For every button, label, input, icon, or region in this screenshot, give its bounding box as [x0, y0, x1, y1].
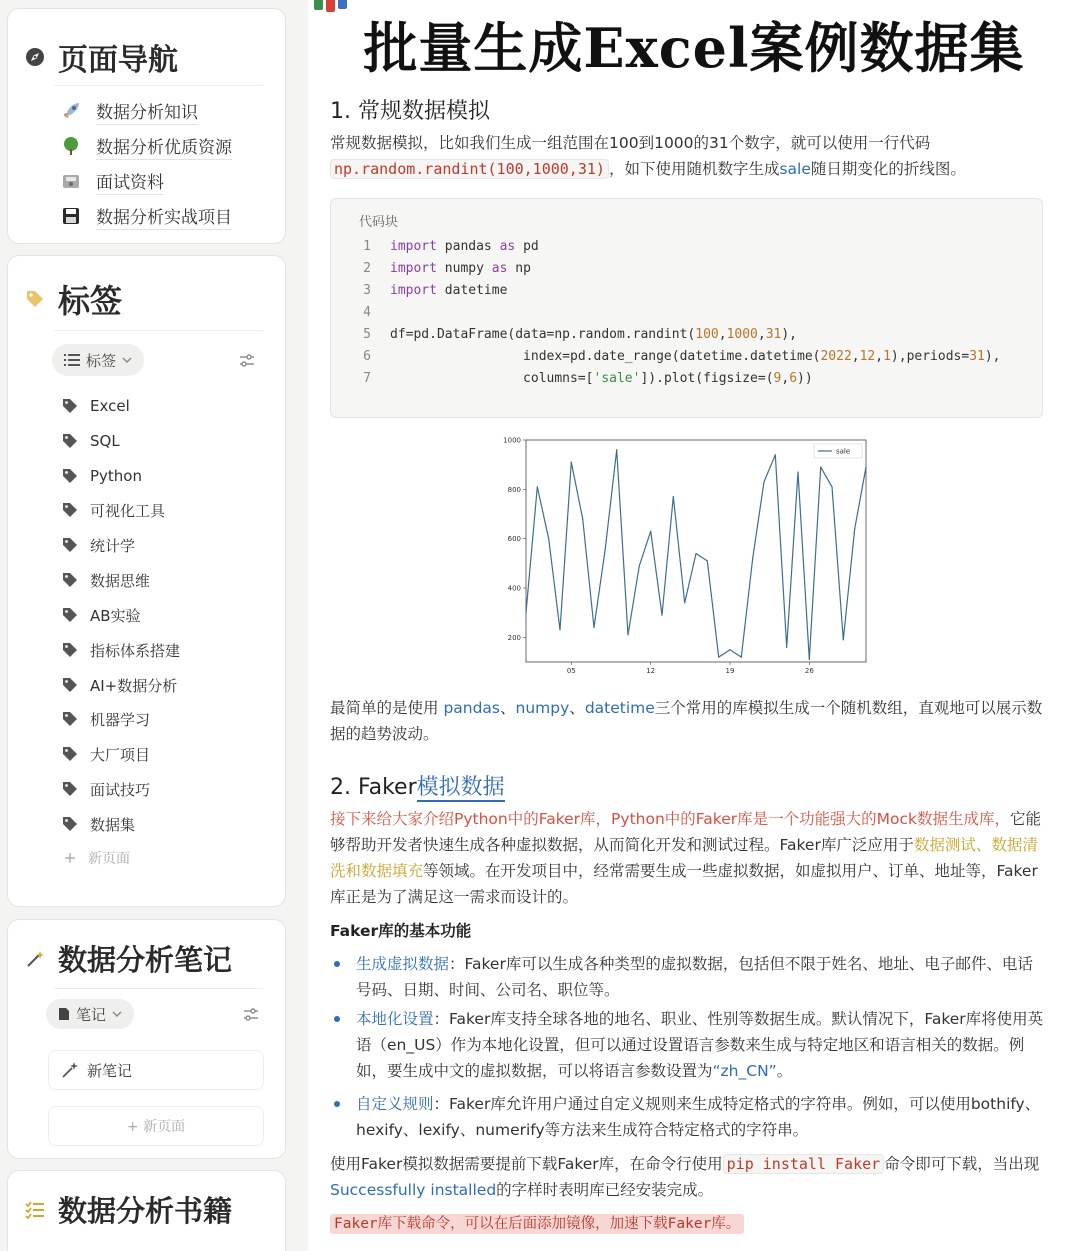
checklist-icon: [22, 1197, 48, 1223]
inline-code: pip install Faker: [723, 1154, 885, 1174]
line-number: 3: [363, 283, 371, 298]
tag-item[interactable]: [60, 394, 130, 418]
line-number: 7: [363, 371, 371, 386]
nav-item-label: 数据分析优质资源: [96, 133, 232, 160]
code-line: [331, 239, 539, 261]
data-point: [854, 528, 855, 529]
notes-new-page-button[interactable]: [48, 1106, 264, 1146]
tag-label: 数据集: [90, 815, 136, 834]
nav-item-analysis-knowledge[interactable]: [60, 98, 198, 124]
data-point: [605, 548, 606, 549]
zh-cn-link[interactable]: “zh_CN”: [712, 1062, 777, 1080]
data-point: [650, 531, 651, 532]
tag-label: Excel: [90, 397, 130, 415]
text-span: 命令即可下载，当出现: [884, 1155, 1040, 1173]
sale-link[interactable]: sale: [779, 160, 811, 178]
new-page-label: + 新页面: [126, 1119, 186, 1135]
data-point: [673, 496, 674, 497]
magic-wand-icon: [22, 946, 48, 972]
data-point: [775, 454, 776, 455]
data-point: [797, 471, 798, 472]
features-heading: Faker库的基本功能: [330, 922, 472, 940]
bullet-dot: [334, 1016, 340, 1022]
y-tick-label: 1000: [503, 436, 521, 445]
tags-filter-label: 标签: [86, 351, 117, 370]
data-point: [695, 553, 696, 554]
data-point: [627, 634, 628, 635]
data-point: [831, 486, 832, 487]
code-text: df=pd.DataFrame(data=np.random.randint(100,1000,31),: [390, 327, 798, 342]
line-number: 1: [363, 239, 371, 254]
code-text: import pandas as pd: [390, 239, 539, 254]
code-line: [331, 305, 390, 327]
tag-label: AI+数据分析: [90, 676, 178, 695]
section1-summary: [330, 695, 1045, 747]
code-text: import datetime: [390, 283, 508, 298]
new-page-label: 新页面: [88, 851, 130, 867]
x-tick-label: 26: [804, 667, 814, 675]
successfully-installed-link[interactable]: Successfully installed: [330, 1181, 497, 1199]
data-point: [571, 462, 572, 463]
data-point: [752, 558, 753, 559]
text-span: ：Faker库支持全球各地的地名、职业、性别等数据生成。默认情况下，Faker库将使用英语（en_US）作为本地化设置，但可以通过设置语言参数来生成与特定地区和语言相关的数据。例如，要生成中文的虚拟数据，可以将语言参数设置为: [356, 1010, 1044, 1080]
sliders-icon[interactable]: [242, 1006, 260, 1024]
page-title: 批量生成Excel案例数据集: [363, 16, 1025, 80]
books-title: 数据分析书籍: [58, 1194, 233, 1228]
tag-item[interactable]: [60, 777, 150, 801]
tag-label: 大厂项目: [90, 745, 151, 764]
tags-title: 标签: [58, 282, 123, 320]
nav-item-label: 数据分析知识: [96, 98, 198, 125]
tag-item[interactable]: [60, 533, 135, 557]
section2-intro: [330, 806, 1045, 910]
y-tick-label: 600: [507, 535, 521, 544]
text-span: 数据测试、数据清洗和数据填充: [330, 836, 1038, 880]
y-tick-label: 800: [507, 485, 521, 494]
data-point: [865, 467, 866, 468]
legend-label: sale: [836, 447, 851, 456]
main-content: [308, 0, 1080, 1251]
tag-icon: [60, 605, 80, 625]
page-nav-header: [22, 35, 178, 79]
text-span: 它能够帮助开发者快速生成各种虚拟数据，从而简化开发和测试过程。Faker库广泛应用于: [330, 810, 1041, 854]
numpy-link[interactable]: numpy: [515, 699, 570, 717]
nav-item-label: 数据分析实战项目: [96, 203, 232, 230]
feature-link[interactable]: 生成虚拟数据: [356, 955, 450, 973]
tag-item[interactable]: [60, 638, 180, 662]
data-point: [786, 647, 787, 648]
nav-item-practice-projects[interactable]: [60, 203, 232, 229]
text-span: 2. Faker: [330, 775, 417, 800]
text-span: 、: [500, 699, 516, 717]
tag-label: 机器学习: [90, 710, 151, 729]
inline-code: np.random.randint(100,1000,31): [330, 159, 609, 179]
text-span: ，如下使用随机数字生成: [608, 160, 780, 178]
code-line: [331, 349, 1001, 371]
data-point: [661, 615, 662, 616]
notes-card: [7, 919, 286, 1159]
data-point: [639, 565, 640, 566]
tag-icon: [60, 431, 80, 451]
code-line: [331, 371, 813, 393]
text-span: ：Faker库允许用户通过自定义规则来生成特定格式的字符串。例如，可以使用bothify、hexify、lexify、numerify等方法来生成符合特定格式的字符串。: [356, 1095, 1041, 1139]
tags-filter-dropdown[interactable]: [52, 344, 144, 376]
y-tick-label: 200: [507, 633, 521, 642]
line-number: 4: [363, 305, 371, 320]
section1-paragraph: [330, 130, 1045, 182]
pandas-link[interactable]: pandas: [443, 699, 501, 717]
new-note-button[interactable]: [48, 1050, 264, 1090]
tags-new-page[interactable]: [62, 845, 130, 871]
text-span: ：Faker库可以生成各种类型的虚拟数据，包括但不限于姓名、地址、电子邮件、电话号码、日期、时间、公司名、职位等。: [356, 955, 1033, 999]
install-paragraph: [330, 1151, 1045, 1203]
data-point: [559, 629, 560, 630]
line-number: 2: [363, 261, 371, 276]
plus-icon: [62, 847, 78, 869]
tag-icon: [60, 709, 80, 729]
text-span: 最简单的是使用: [330, 699, 444, 717]
text-span: 三个常用的库模拟生成一个随机数组，直观地可以展示数据的趋势波动。: [330, 699, 1043, 743]
tag-icon: [60, 466, 80, 486]
feature-item: [330, 1006, 1045, 1084]
tag-icon: [60, 535, 80, 555]
x-tick-label: 12: [646, 667, 656, 675]
nav-item-quality-resources[interactable]: [60, 133, 232, 159]
text-span: 常规数据模拟，比如我们生成一组范围在100到1000的31个数字，就可以使用一行代码: [330, 134, 931, 152]
notes-title: 数据分析笔记: [58, 943, 233, 977]
tag-label: Python: [90, 467, 142, 485]
tag-item[interactable]: [60, 603, 141, 627]
data-point: [741, 656, 742, 657]
sparkle-wand-icon: [61, 1061, 79, 1079]
line-number: 5: [363, 327, 371, 342]
tag-icon: [60, 779, 80, 799]
tag-item[interactable]: [60, 498, 165, 522]
tag-item[interactable]: [60, 742, 150, 766]
notes-filter-label: 笔记: [76, 1005, 107, 1024]
notes-header: [22, 938, 232, 979]
chevron-down-icon: [122, 357, 132, 363]
section2-heading: [330, 770, 505, 801]
data-point: [820, 467, 821, 468]
page-nav-title: 页面导航: [58, 43, 178, 78]
data-point: [537, 486, 538, 487]
divider: [54, 988, 263, 989]
data-point: [616, 449, 617, 450]
tag-label: AB实验: [90, 606, 141, 625]
tag-icon: [60, 814, 80, 834]
tag-label: 数据思维: [90, 571, 151, 590]
sliders-icon[interactable]: [238, 352, 256, 370]
x-tick-label: 05: [566, 667, 576, 675]
text-span: 使用Faker模拟数据需要提前下载Faker库，在命令行使用: [330, 1155, 723, 1173]
text-span: 。: [776, 1062, 793, 1080]
code-line: [331, 283, 507, 305]
code-block-label: 代码块: [359, 215, 399, 230]
nav-item-label: 面试资料: [96, 168, 164, 195]
tag-emoji-icon: [22, 286, 48, 312]
rocket-icon: [60, 100, 82, 122]
new-note-label: 新笔记: [87, 1061, 133, 1080]
tag-item[interactable]: [60, 568, 150, 592]
list-icon: [64, 353, 80, 367]
divider: [54, 330, 263, 331]
tag-item[interactable]: [60, 812, 135, 836]
tag-icon: [60, 570, 80, 590]
tag-label: SQL: [90, 432, 120, 450]
sale-line-chart: [488, 428, 888, 678]
mock-data-link[interactable]: 模拟数据: [416, 775, 505, 800]
tag-icon: [60, 640, 80, 660]
tag-item[interactable]: [60, 429, 120, 453]
tag-label: 指标体系搭建: [90, 641, 181, 660]
data-point: [593, 627, 594, 628]
bullet-dot: [334, 1101, 340, 1107]
tag-icon: [60, 396, 80, 416]
x-tick-label: 19: [725, 667, 735, 675]
text-span: 随日期变化的折线图。: [810, 160, 966, 178]
data-point: [582, 518, 583, 519]
tag-icon: [60, 500, 80, 520]
tree-icon: [60, 135, 82, 157]
tags-header: [22, 276, 122, 322]
bullet-dot: [334, 961, 340, 967]
data-point: [729, 649, 730, 650]
highlight-note: [330, 1210, 1045, 1237]
compass-icon: [22, 44, 48, 70]
data-point: [843, 639, 844, 640]
document-icon: [58, 1007, 70, 1021]
text-span: 接下来给大家介绍Python中的Faker库，Python中的Faker库是一个功能强大的Mock数据生成库，: [330, 810, 1010, 828]
tag-item[interactable]: [60, 707, 150, 731]
feature-item: [330, 951, 1045, 1003]
notes-filter-dropdown[interactable]: [46, 999, 134, 1029]
line-number: 6: [363, 349, 371, 364]
data-point: [525, 612, 526, 613]
data-point: [707, 560, 708, 561]
y-tick-label: 400: [507, 584, 521, 593]
series-line-sale: [526, 447, 866, 660]
text-span: 的字样时表明库已经安装完成。: [496, 1181, 714, 1199]
tag-label: 统计学: [90, 536, 136, 555]
floppy-icon: [60, 205, 82, 227]
text-span: 等领域。在开发项目中，经常需要生成一些虚拟数据，如虚拟用户、订单、地址等，Faker库正是为了满足这一需求而设计的。: [330, 862, 1038, 906]
tag-label: 面试技巧: [90, 780, 151, 799]
text-span: 、: [569, 699, 585, 717]
chart-svg: [488, 428, 888, 678]
code-line: [331, 327, 797, 349]
datetime-link[interactable]: datetime: [584, 699, 655, 717]
feature-link[interactable]: 自定义规则: [356, 1095, 434, 1113]
data-point: [684, 602, 685, 603]
books-card: [7, 1170, 286, 1251]
data-point: [548, 538, 549, 539]
chevron-down-icon: [112, 1011, 122, 1017]
feature-item: [330, 1091, 1045, 1143]
plot-frame: [526, 440, 866, 662]
code-line: [331, 261, 531, 283]
tag-item[interactable]: [60, 673, 177, 697]
data-point: [718, 656, 719, 657]
section1-heading: 1. 常规数据模拟: [330, 99, 490, 124]
divider: [54, 85, 263, 86]
tag-icon: [60, 744, 80, 764]
highlight-text: Faker库下载命令，可以在后面添加镜像，加速下载Faker库。: [330, 1214, 744, 1234]
nav-item-interview-materials[interactable]: [60, 168, 164, 194]
tag-icon: [60, 675, 80, 695]
books-header: [22, 1189, 232, 1230]
data-point: [809, 659, 810, 660]
code-text: import numpy as np: [390, 261, 531, 276]
code-text: index=pd.date_range(datetime.datetime(2022,12,1),periods=31),: [390, 349, 1001, 364]
code-block: [330, 198, 1043, 418]
tag-item[interactable]: [60, 464, 142, 488]
tag-label: 可视化工具: [90, 501, 166, 520]
disk-icon: [60, 170, 82, 192]
data-point: [763, 481, 764, 482]
feature-link[interactable]: 本地化设置: [356, 1010, 434, 1028]
page-nav-card: [7, 8, 286, 244]
code-text: columns=['sale']).plot(figsize=(9,6)): [390, 371, 813, 386]
